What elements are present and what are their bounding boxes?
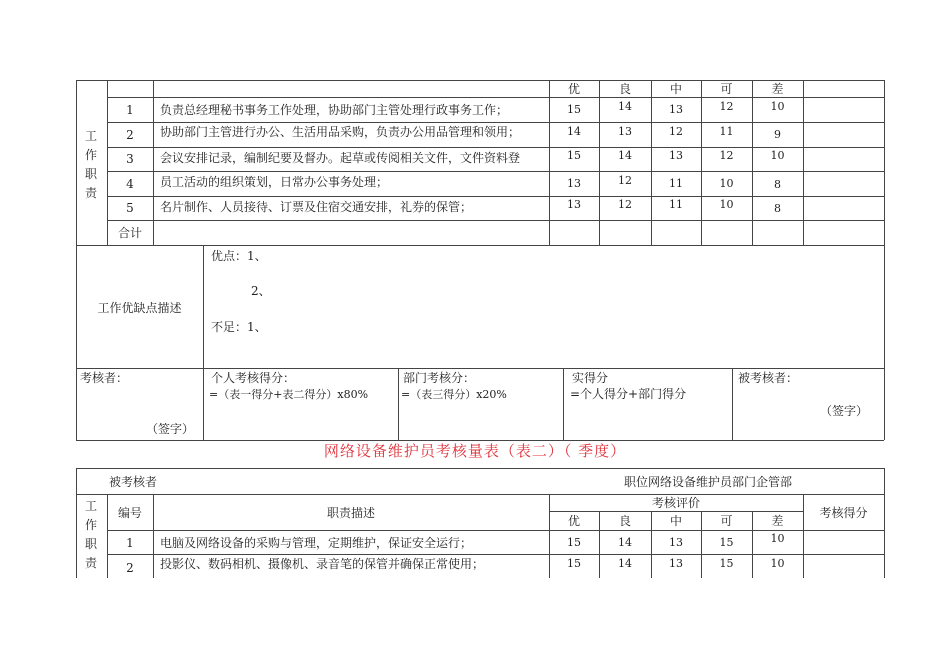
score-cell: 10 — [719, 177, 734, 190]
score-cell: 15 — [719, 536, 734, 549]
personal-score-label: 个人考核得分： — [211, 371, 296, 385]
score-header: 考核得分 — [819, 506, 868, 520]
row-number: 3 — [126, 152, 134, 166]
score-cell: 11 — [669, 198, 683, 211]
score-cell: 10 — [719, 198, 734, 211]
merit-1: 优点：1、 — [211, 249, 267, 263]
score-cell: 11 — [719, 125, 734, 138]
grade-header-poor: 差 — [771, 82, 784, 96]
grade-header-good: 良 — [618, 82, 631, 96]
row-number: 5 — [126, 201, 134, 215]
score-cell: 13 — [669, 149, 683, 162]
score-cell: 10 — [770, 149, 785, 162]
grade-header-excellent: 优 — [567, 82, 580, 96]
grade-header-poor: 差 — [771, 514, 784, 528]
table2-duty-label: 工作职责 — [84, 499, 97, 570]
score-cell: 11 — [669, 177, 683, 190]
score-cell: 15 — [567, 536, 581, 549]
score-cell: 14 — [567, 125, 581, 138]
grade-header-medium: 中 — [669, 82, 682, 96]
row-description: 协助部门主管进行办公、生活用品采购，负责办公用品管理和领用； — [160, 125, 521, 139]
score-cell: 12 — [719, 100, 734, 113]
score-cell: 13 — [669, 103, 683, 116]
score-cell: 13 — [669, 557, 683, 570]
score-cell: 15 — [567, 103, 581, 116]
score-cell: 13 — [618, 125, 632, 138]
score-cell: 8 — [774, 202, 781, 215]
personal-score-formula: =（表一得分+表二得分）x80% — [209, 388, 369, 401]
duty-label: 工作职责 — [84, 129, 97, 200]
score-cell: 14 — [618, 149, 632, 162]
assessor-sign: （签字） — [146, 422, 195, 436]
score-cell: 9 — [774, 128, 781, 141]
row-description: 投影仪、数码相机、摄像机、录音笔的保管并确保正常使用； — [160, 557, 485, 571]
row-number: 1 — [126, 103, 134, 117]
assessor-label: 考核者： — [80, 371, 129, 385]
grade-header-medium: 中 — [669, 514, 682, 528]
row-description: 电脑及网络设备的采购与管理，定期维护，保证安全运行； — [160, 536, 473, 550]
assessee-label: 被考核者： — [738, 371, 799, 385]
table2-assessee-label: 被考核者 — [109, 475, 158, 489]
merits-label: 工作优缺点描述 — [97, 301, 182, 315]
dept-score-label: 部门考核分： — [403, 371, 476, 385]
grade-header-fair: 可 — [720, 82, 733, 96]
score-cell: 15 — [719, 557, 734, 570]
row-number: 4 — [126, 177, 134, 191]
row-description: 会议安排记录，编制纪要及督办。起草或传阅相关文件，文件资料登 — [160, 151, 521, 165]
table2-title: 网络设备维护员考核量表（表二）（ 季度） — [323, 442, 627, 460]
row-description: 名片制作、人员接待、订票及住宿交通安排，礼券的保管； — [160, 200, 473, 214]
total-label: 合计 — [117, 226, 142, 240]
score-cell: 8 — [774, 178, 781, 191]
score-cell: 13 — [567, 198, 581, 211]
desc-header: 职责描述 — [326, 506, 375, 520]
score-cell: 14 — [618, 536, 632, 549]
score-cell: 10 — [770, 557, 785, 570]
assessee-sign: （签字） — [820, 404, 869, 418]
score-cell: 12 — [618, 174, 632, 187]
grade-header-excellent: 优 — [567, 514, 580, 528]
actual-score-formula: =个人得分+部门得分 — [570, 387, 687, 401]
score-cell: 12 — [669, 125, 683, 138]
row-number: 2 — [126, 561, 134, 575]
row-description: 负责总经理秘书事务工作处理，协助部门主管处理行政事务工作； — [160, 103, 509, 117]
score-cell: 15 — [567, 557, 581, 570]
row-description: 员工活动的组织策划，日常办公事务处理； — [160, 175, 389, 189]
score-cell: 15 — [567, 149, 581, 162]
merit-2: 2、 — [251, 284, 271, 298]
score-cell: 14 — [618, 100, 632, 113]
score-cell: 14 — [618, 557, 632, 570]
grade-header-fair: 可 — [720, 514, 733, 528]
dept-score-formula: =（表三得分）x20% — [401, 388, 507, 401]
score-cell: 12 — [719, 149, 734, 162]
row-number: 1 — [126, 536, 134, 550]
eval-header: 考核评价 — [651, 496, 700, 510]
grade-header-good: 良 — [618, 514, 631, 528]
score-cell: 10 — [770, 532, 785, 545]
table2-position: 职位网络设备维护员部门企管部 — [624, 475, 793, 489]
actual-score-label: 实得分 — [572, 371, 609, 385]
score-cell: 13 — [669, 536, 683, 549]
score-cell: 12 — [618, 198, 632, 211]
row-number: 2 — [126, 128, 134, 142]
score-cell: 10 — [770, 100, 785, 113]
demerit-1: 不足：1、 — [211, 320, 267, 334]
no-header: 编号 — [117, 506, 142, 520]
score-cell: 13 — [567, 177, 581, 190]
